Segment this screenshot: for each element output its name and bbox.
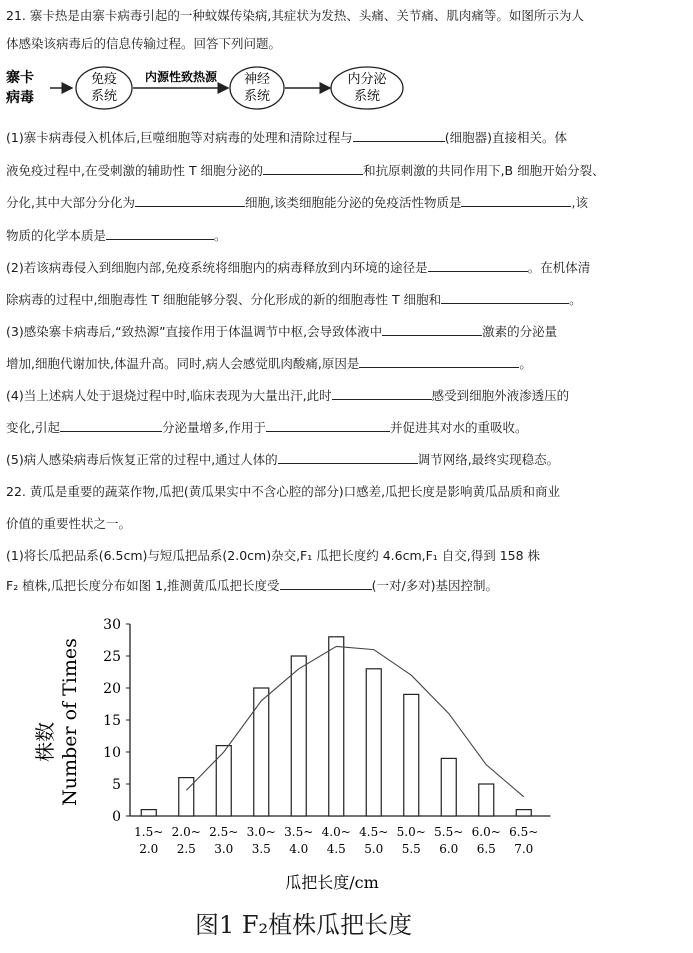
histogram-bar xyxy=(291,656,306,816)
q21-part1-line-1: (1)寨卡病毒侵入机体后,巨噬细胞等对病毒的处理和清除过程与 (细胞器)直接相关。体 xyxy=(6,130,567,145)
x-axis-label: 瓜把长度/cm xyxy=(285,873,379,892)
x-tick-label-top: 1.5~ xyxy=(134,825,164,839)
histogram-bar xyxy=(329,637,344,816)
x-tick-label-bottom: 7.0 xyxy=(514,842,534,856)
answer-blank[interactable] xyxy=(278,450,418,464)
answer-blank[interactable] xyxy=(461,193,571,207)
flow-node-endocrine-label-1: 内分泌 xyxy=(347,72,387,87)
y-tick-label: 0 xyxy=(112,809,121,825)
flow-node-immune-label-2: 系统 xyxy=(90,89,118,104)
x-tick-label-bottom: 4.5 xyxy=(326,842,346,856)
flow-node-immune-label-1: 免疫 xyxy=(90,72,118,87)
answer-blank[interactable] xyxy=(60,418,162,432)
q21-part3-line-1: (3)感染寨卡病毒后,“致热源”直接作用于体温调节中枢,会导致体液中 激素的分泌量 xyxy=(6,324,558,339)
x-tick-label-bottom: 6.5 xyxy=(476,842,496,856)
q22-part1-line-2: F₂ 植株,瓜把长度分布如图 1,推测黄瓜瓜把长度受 (一对/多对)基因控制。 xyxy=(6,578,499,593)
histogram-bar xyxy=(479,784,494,816)
histogram-bar xyxy=(404,694,419,816)
q21-part1-line-4: 物质的化学本质是 。 xyxy=(6,228,227,243)
answer-blank[interactable] xyxy=(266,418,390,432)
x-tick-label-bottom: 2.0 xyxy=(139,842,159,856)
y-axis-label-cn: 株数 xyxy=(33,722,57,762)
figure-caption: 图1 F₂植株瓜把长度 xyxy=(195,911,413,939)
answer-blank[interactable] xyxy=(263,161,363,175)
q21-part1-line-3: 分化,其中大部分分化为 细胞,该类细胞能分泌的免疫活性物质是 ,该 xyxy=(6,195,588,210)
x-tick-label-top: 6.0~ xyxy=(471,825,501,839)
answer-blank[interactable] xyxy=(359,354,519,368)
q22-part1-line-1: (1)将长瓜把品系(6.5cm)与短瓜把品系(2.0cm)杂交,F₁ 瓜把长度约 4.6cm,F₁ 自交,得到 158 株 xyxy=(6,548,541,563)
y-tick-label: 10 xyxy=(103,745,121,761)
x-tick-label-top: 5.5~ xyxy=(434,825,464,839)
x-tick-label-top: 3.0~ xyxy=(246,825,276,839)
q21-part4-line-1: (4)当上述病人处于退烧过程中时,临床表现为大量出汗,此时 感受到细胞外液渗透压的 xyxy=(6,388,570,403)
fitted-distribution-curve xyxy=(186,646,524,796)
x-tick-label-top: 2.5~ xyxy=(209,825,239,839)
flow-node-nervous-label-1: 神经 xyxy=(243,72,271,87)
y-tick-label: 15 xyxy=(103,713,121,729)
flow-node-nervous-label-2: 系统 xyxy=(243,89,271,104)
x-tick-label-top: 2.0~ xyxy=(171,825,201,839)
answer-blank[interactable] xyxy=(332,386,432,400)
y-axis-label-en: Number of Times xyxy=(59,638,81,806)
q21-part5-line-1: (5)病人感染病毒后恢复正常的过程中,通过人体的 调节网络,最终实现稳态。 xyxy=(6,452,560,467)
q21-intro-line-2: 体感染该病毒后的信息传输过程。回答下列问题。 xyxy=(6,36,282,51)
x-tick-label-bottom: 4.0 xyxy=(289,842,309,856)
chart-ticks xyxy=(134,825,538,856)
x-tick-label-bottom: 5.0 xyxy=(364,842,384,856)
y-tick-label: 25 xyxy=(103,649,121,665)
x-tick-label-bottom: 3.5 xyxy=(251,842,271,856)
answer-blank[interactable] xyxy=(353,128,445,142)
x-tick-label-top: 5.0~ xyxy=(396,825,426,839)
chart-bars xyxy=(141,637,531,816)
histogram-bar xyxy=(441,758,456,816)
flow-arrow-label: 内源性致热源 xyxy=(144,70,218,84)
x-tick-label-top: 4.5~ xyxy=(359,825,389,839)
x-tick-label-bottom: 3.0 xyxy=(214,842,234,856)
answer-blank[interactable] xyxy=(280,576,372,590)
q22-intro-line-2: 价值的重要性状之一。 xyxy=(6,516,132,531)
answer-blank[interactable] xyxy=(135,193,245,207)
q22-intro-line-1: 22. 黄瓜是重要的蔬菜作物,瓜把(黄瓜果实中不含心腔的部分)口感差,瓜把长度是影响黄瓜品质和商业 xyxy=(6,484,561,499)
y-tick-label: 5 xyxy=(112,777,121,793)
signal-flow-diagram xyxy=(6,64,426,114)
q21-part3-line-2: 增加,细胞代谢加快,体温升高。同时,病人会感觉肌肉酸痛,原因是 。 xyxy=(6,356,532,371)
histogram-bar xyxy=(366,669,381,816)
answer-blank[interactable] xyxy=(441,290,569,304)
x-tick-label-bottom: 5.5 xyxy=(401,842,421,856)
answer-blank[interactable] xyxy=(382,322,482,336)
histogram-bar xyxy=(179,778,194,816)
x-tick-label-bottom: 2.5 xyxy=(176,842,196,856)
q21-part1-line-2: 液免疫过程中,在受刺激的辅助性 T 细胞分泌的 和抗原刺激的共同作用下,B 细胞开始分裂、 xyxy=(6,163,605,178)
x-tick-label-bottom: 6.0 xyxy=(439,842,459,856)
y-tick-label: 20 xyxy=(103,681,121,697)
flow-source-label-2: 病毒 xyxy=(6,90,34,106)
flow-source-label-1: 寨卡 xyxy=(6,70,34,86)
histogram-bar xyxy=(141,810,156,816)
x-tick-label-top: 3.5~ xyxy=(284,825,314,839)
x-tick-label-top: 4.0~ xyxy=(321,825,351,839)
x-tick-label-top: 6.5~ xyxy=(509,825,539,839)
chart-curve xyxy=(186,646,524,796)
histogram-bar xyxy=(216,746,231,816)
y-tick-label: 30 xyxy=(103,617,121,633)
histogram-bar xyxy=(516,810,531,816)
q21-part4-line-2: 变化,引起 分泌量增多,作用于 并促进其对水的重吸收。 xyxy=(6,420,528,435)
histogram-chart xyxy=(0,610,693,900)
answer-blank[interactable] xyxy=(428,258,528,272)
q21-intro-line-1: 21. 寨卡热是由寨卡病毒引起的一种蚊媒传染病,其症状为发热、头痛、关节痛、肌肉痛等。如图所示为人 xyxy=(6,8,584,23)
flow-node-endocrine-label-2: 系统 xyxy=(353,89,381,104)
q21-part2-line-1: (2)若该病毒侵入到细胞内部,免疫系统将细胞内的病毒释放到内环境的途径是 。在机体清 xyxy=(6,260,591,275)
q21-part2-line-2: 除病毒的过程中,细胞毒性 T 细胞能够分裂、分化形成的新的细胞毒性 T 细胞和 。 xyxy=(6,292,582,307)
answer-blank[interactable] xyxy=(106,226,214,240)
